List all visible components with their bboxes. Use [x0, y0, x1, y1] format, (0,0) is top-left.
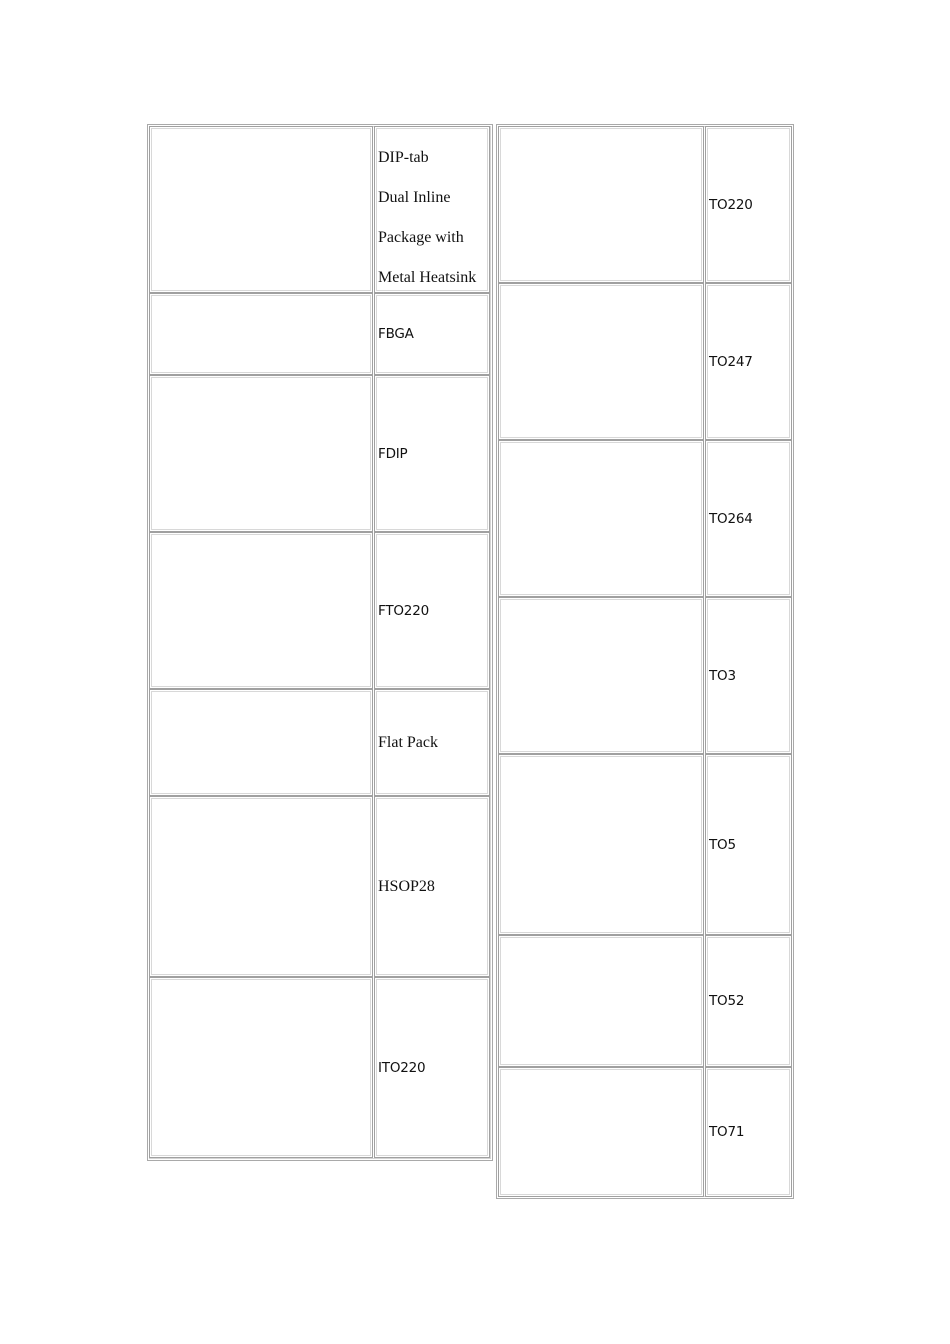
left-row-6-image-cell — [149, 796, 373, 977]
package-label-to264: TO264 — [709, 510, 753, 527]
right-row-1-image-cell — [498, 126, 704, 283]
right-row-3-image-cell — [498, 440, 704, 597]
left-row-3-label-cell — [374, 375, 490, 532]
left-row-1-label-cell — [374, 126, 490, 293]
package-label-ito220: ITO220 — [378, 1059, 426, 1076]
right-row-2-label-cell — [705, 283, 792, 440]
package-label-to220: TO220 — [709, 196, 753, 213]
package-label-dip-tab — [378, 127, 487, 292]
package-label-fbga: FBGA — [378, 326, 414, 342]
left-row-2-label-cell — [374, 293, 490, 375]
right-row-3-label-cell — [705, 440, 792, 597]
package-label-to247: TO247 — [709, 353, 753, 370]
package-label-to52: TO52 — [709, 993, 745, 1009]
right-row-4-label-cell — [705, 597, 792, 754]
package-label-line: DIP-tab — [378, 149, 429, 166]
right-row-5-label-cell — [705, 754, 792, 935]
package-label-fto220: FTO220 — [378, 602, 429, 619]
left-row-2-image-cell — [149, 293, 373, 375]
package-label-line: Package with — [378, 229, 464, 246]
left-row-6-label-cell — [374, 796, 490, 977]
left-row-4-label-cell — [374, 532, 490, 689]
package-label-hsop28: HSOP28 — [378, 877, 435, 895]
package-label-to71: TO71 — [709, 1124, 745, 1140]
left-row-7-image-cell — [149, 977, 373, 1158]
right-row-6-label-cell — [705, 935, 792, 1067]
right-row-5-image-cell — [498, 754, 704, 935]
package-label-fdip: FDIP — [378, 445, 408, 462]
right-row-4-image-cell — [498, 597, 704, 754]
left-row-5-image-cell — [149, 689, 373, 796]
package-label-to5: TO5 — [709, 836, 736, 853]
package-label-flat-pack: Flat Pack — [378, 733, 438, 751]
package-label-to3: TO3 — [709, 667, 736, 684]
left-row-5-label-cell — [374, 689, 490, 796]
right-row-2-image-cell — [498, 283, 704, 440]
left-row-3-image-cell — [149, 375, 373, 532]
right-row-6-image-cell — [498, 935, 704, 1067]
right-row-7-label-cell — [705, 1067, 792, 1197]
package-label-line: Metal Heatsink — [378, 269, 477, 286]
right-row-7-image-cell — [498, 1067, 704, 1197]
left-row-1-image-cell — [149, 126, 373, 293]
left-row-4-image-cell — [149, 532, 373, 689]
package-label-line: Dual Inline — [378, 189, 451, 206]
left-row-7-label-cell — [374, 977, 490, 1158]
right-row-1-label-cell — [705, 126, 792, 283]
